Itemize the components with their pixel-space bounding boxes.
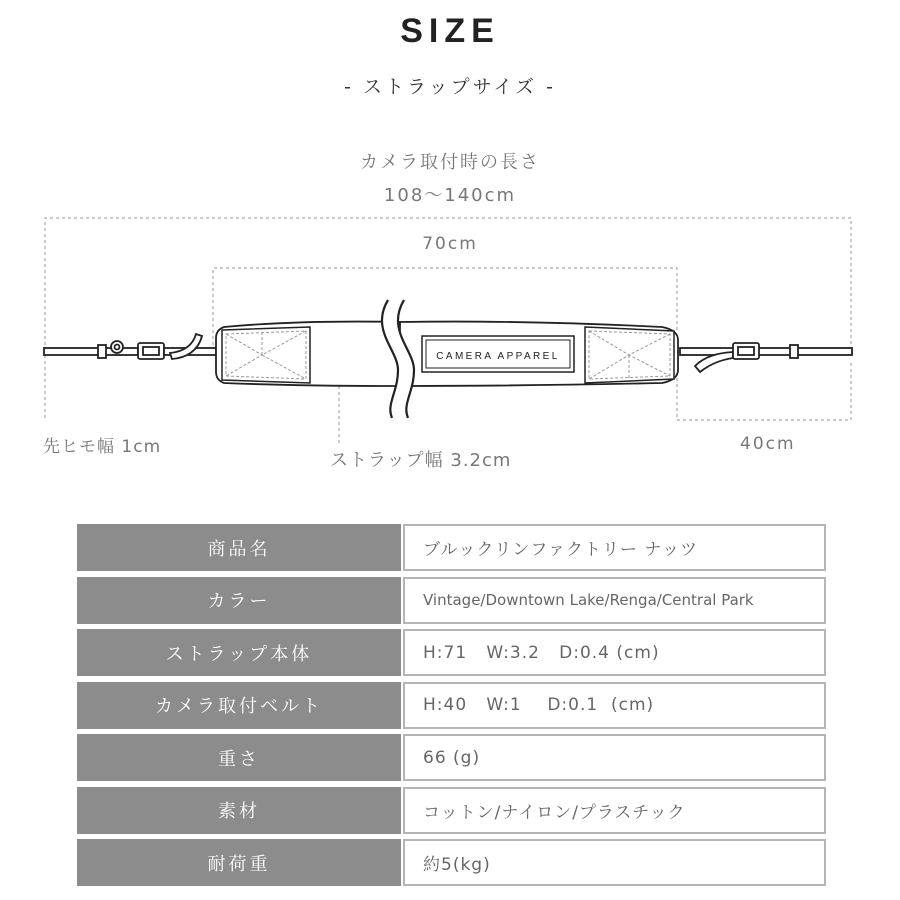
spec-row-product-name xyxy=(77,524,826,571)
right-cord-line xyxy=(680,348,852,355)
left-cord-stopper xyxy=(98,345,106,358)
attached-length-label: カメラ取付時の長さ xyxy=(360,152,540,173)
spec-value: 約5(kg) xyxy=(403,839,826,886)
spec-row-load-capacity xyxy=(77,839,826,886)
spec-value: 66 (g) xyxy=(403,734,826,781)
left-end-patch xyxy=(222,327,310,383)
spec-value: コットン/ナイロン/プラスチック xyxy=(403,787,826,834)
left-cord-line xyxy=(44,348,138,355)
right-cord xyxy=(680,343,852,372)
strap-body-length-label: 70cm xyxy=(422,234,478,254)
spec-row-strap-body xyxy=(77,629,826,676)
strap-body xyxy=(216,300,678,418)
belt-length-label: 40cm xyxy=(740,434,796,454)
spec-key: カラー xyxy=(77,577,401,624)
spec-value: Vintage/Downtown Lake/Renga/Central Park xyxy=(403,577,826,624)
spec-value: ブルックリンファクトリー ナッツ xyxy=(403,524,826,571)
spec-key: 重さ xyxy=(77,734,401,781)
spec-table xyxy=(77,524,826,892)
spec-key: カメラ取付ベルト xyxy=(77,682,401,729)
page-title: SIZE xyxy=(400,12,500,50)
strap-width-label: ストラップ幅 3.2cm xyxy=(330,450,512,471)
spec-row-mount-belt xyxy=(77,682,826,729)
spec-key: 耐荷重 xyxy=(77,839,401,886)
spec-key: ストラップ本体 xyxy=(77,629,401,676)
spec-row-material xyxy=(77,787,826,834)
spec-key: 素材 xyxy=(77,787,401,834)
tip-width-label: 先ヒモ幅 1cm xyxy=(43,437,162,457)
spec-row-color xyxy=(77,577,826,624)
attached-length-value: 108～140cm xyxy=(383,185,517,206)
spec-key: 商品名 xyxy=(77,524,401,571)
spec-value: H:40 W:1 D:0.1 (cm) xyxy=(403,682,826,729)
spec-row-weight xyxy=(77,734,826,781)
left-cord xyxy=(44,334,216,359)
right-cord-stopper xyxy=(790,345,798,358)
brand-label-text: CAMERA APPAREL xyxy=(436,351,560,362)
page-subtitle: - ストラップサイズ - xyxy=(344,76,556,98)
spec-value: H:71 W:3.2 D:0.4 (cm) xyxy=(403,629,826,676)
